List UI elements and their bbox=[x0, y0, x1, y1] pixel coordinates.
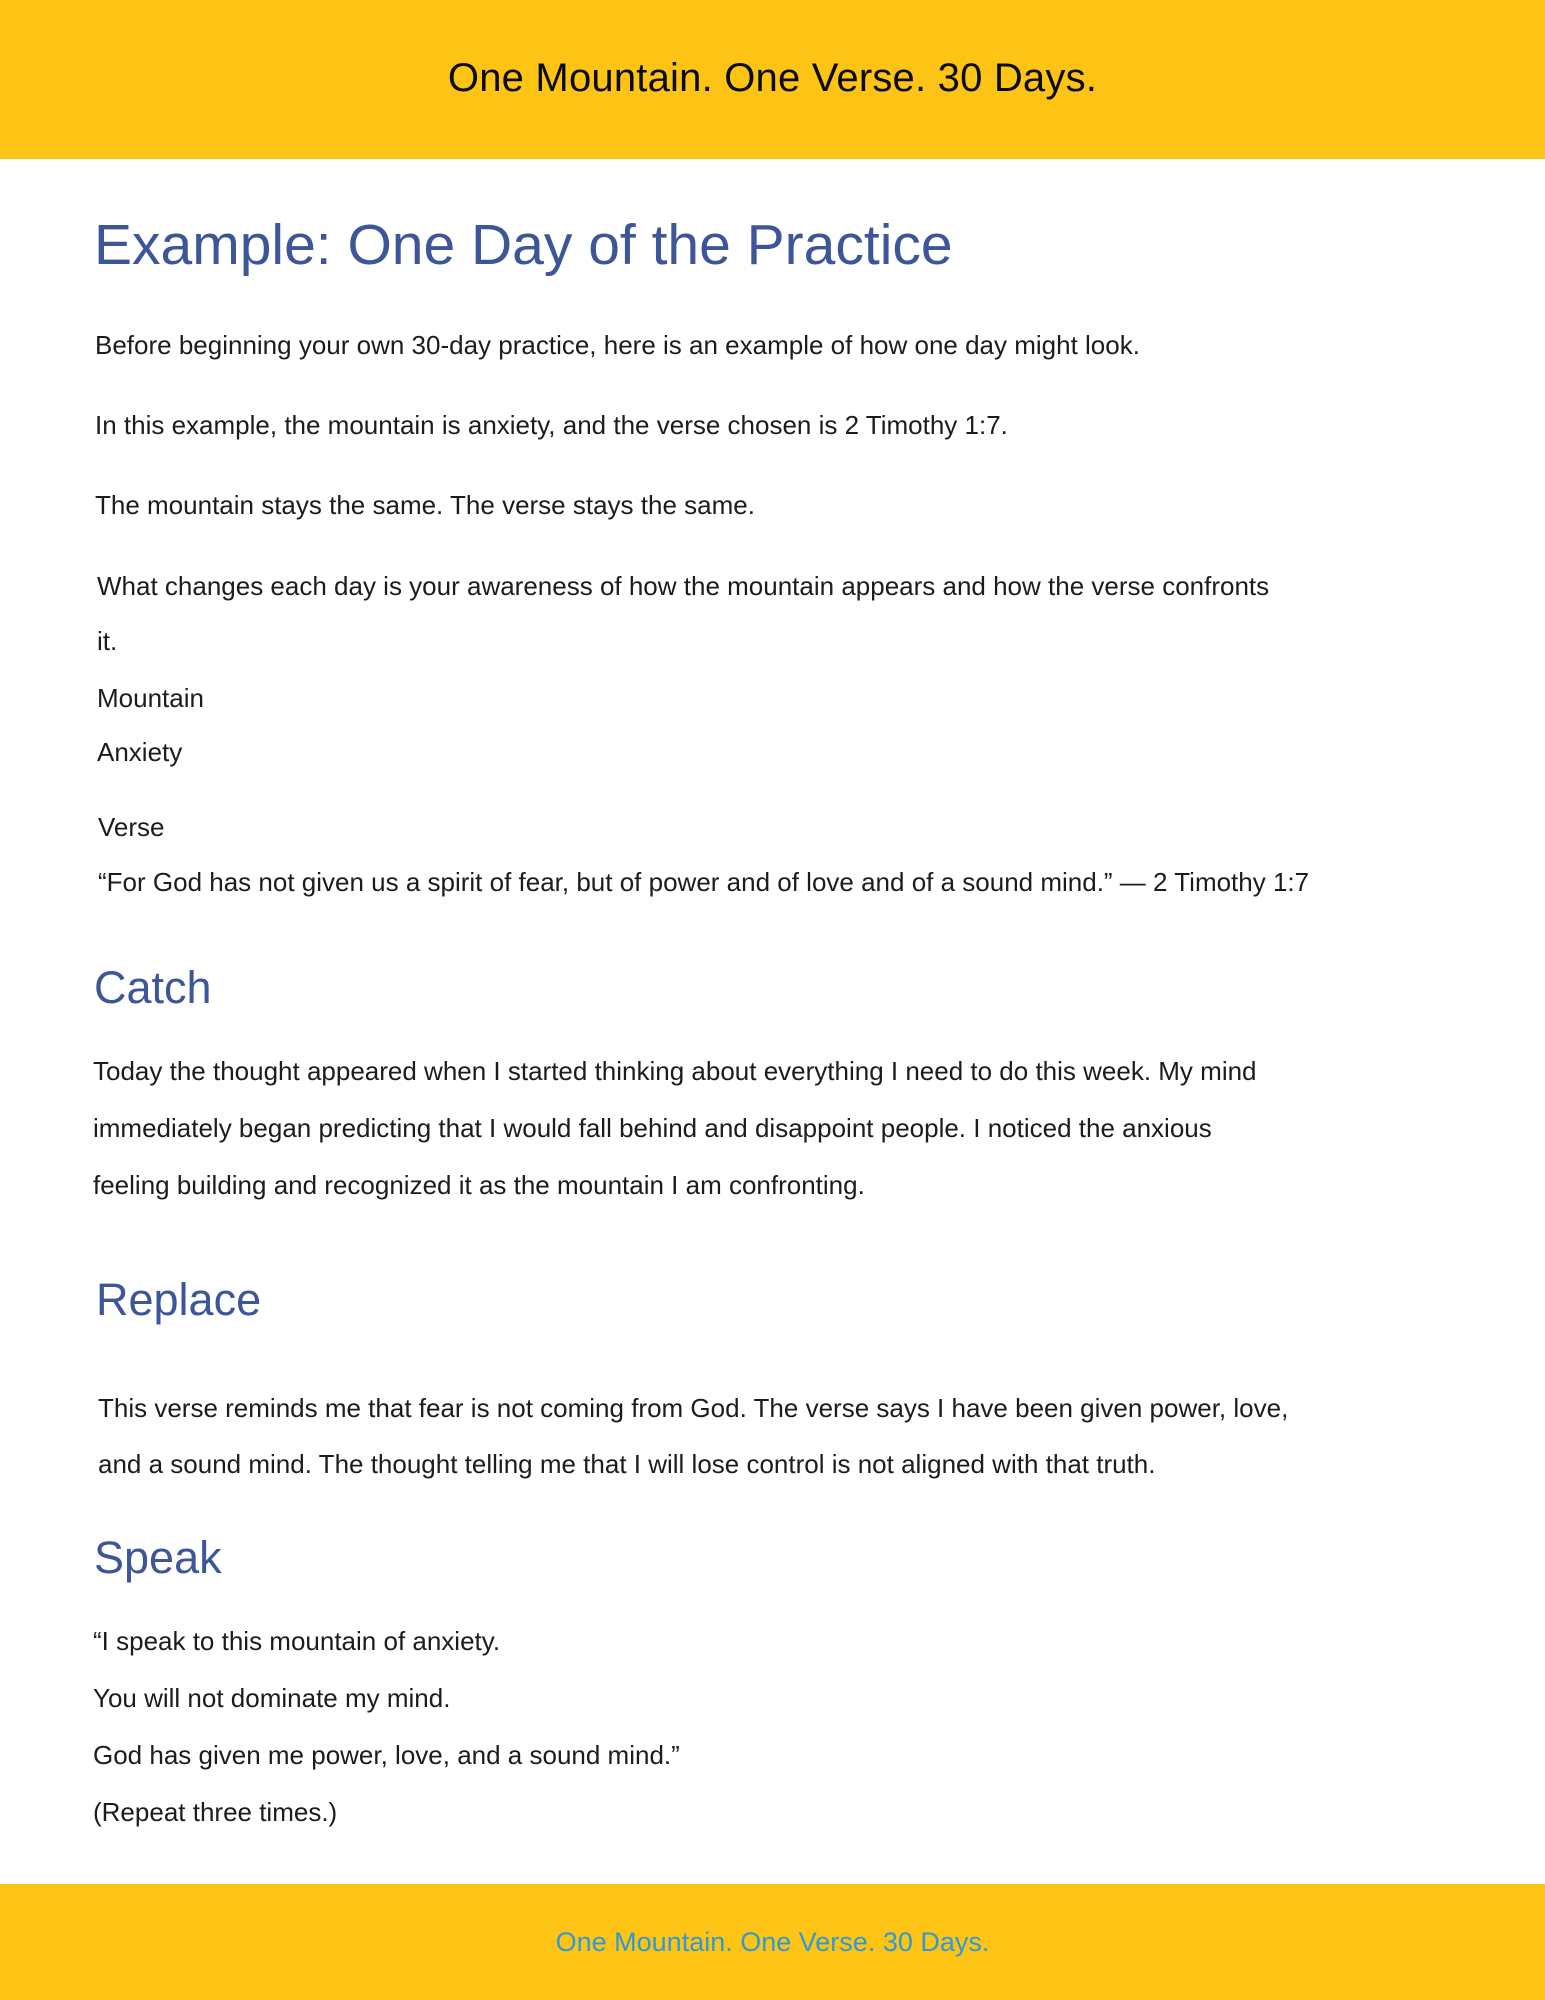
verse-label: Verse bbox=[98, 812, 165, 842]
speak-line: (Repeat three times.) bbox=[93, 1797, 338, 1827]
changes-paragraph-line-2: it. bbox=[97, 626, 118, 656]
catch-line: immediately began predicting that I would fall behind and disappoint people. I noticed the anxious bbox=[93, 1113, 1212, 1143]
catch-line: feeling building and recognized it as the mountain I am confronting. bbox=[93, 1170, 865, 1200]
mountain-label: Mountain bbox=[97, 683, 204, 713]
intro-paragraph-1: Before beginning your own 30-day practice, here is an example of how one day might look. bbox=[95, 330, 1140, 360]
speak-line: You will not dominate my mind. bbox=[93, 1683, 451, 1713]
catch-line: Today the thought appeared when I started thinking about everything I need to do this week. My mind bbox=[93, 1056, 1257, 1086]
footer-banner bbox=[0, 1884, 1545, 2000]
footer-title: One Mountain. One Verse. 30 Days. bbox=[555, 1926, 990, 1957]
mountain-value: Anxiety bbox=[97, 737, 183, 767]
header-title: One Mountain. One Verse. 30 Days. bbox=[447, 56, 1098, 100]
changes-paragraph-line-1: What changes each day is your awareness of how the mountain appears and how the verse confronts bbox=[97, 571, 1270, 601]
page-title: Example: One Day of the Practice bbox=[94, 213, 953, 277]
replace-line: This verse reminds me that fear is not coming from God. The verse says I have been given power, love, bbox=[98, 1393, 1289, 1423]
speak-heading: Speak bbox=[94, 1532, 222, 1583]
intro-paragraph-3: The mountain stays the same. The verse stays the same. bbox=[95, 490, 755, 520]
speak-line: “I speak to this mountain of anxiety. bbox=[93, 1626, 501, 1656]
verse-value: “For God has not given us a spirit of fear, but of power and of love and of a sound mind.” — 2 Timothy 1:7 bbox=[98, 867, 1310, 897]
speak-line: God has given me power, love, and a sound mind.” bbox=[93, 1740, 680, 1770]
replace-line: and a sound mind. The thought telling me that I will lose control is not aligned with that truth. bbox=[98, 1449, 1156, 1479]
intro-paragraph-2: In this example, the mountain is anxiety, and the verse chosen is 2 Timothy 1:7. bbox=[95, 410, 1008, 440]
replace-heading: Replace bbox=[96, 1274, 262, 1325]
catch-heading: Catch bbox=[94, 962, 212, 1013]
header-banner bbox=[0, 0, 1545, 159]
